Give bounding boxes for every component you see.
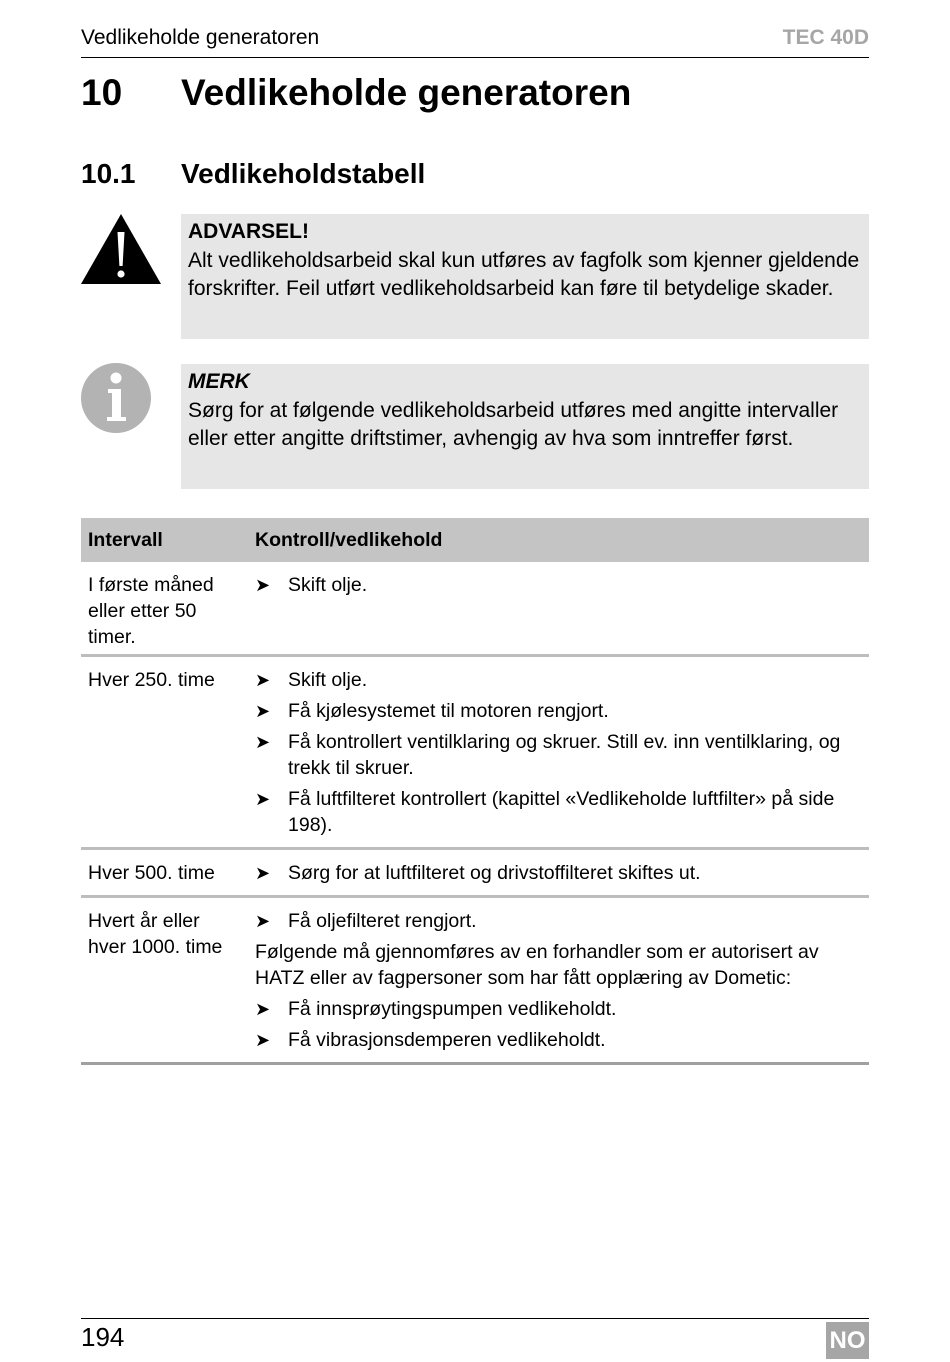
arrow-right-icon: ➤ (255, 701, 271, 721)
step-text: Få oljefilteret rengjort. (288, 910, 477, 932)
language-badge: NO (826, 1322, 869, 1359)
step-text: Få innsprøytingspumpen vedlikeholdt. (288, 998, 617, 1020)
arrow-right-icon: ➤ (255, 911, 271, 931)
model-name: TEC 40D (782, 26, 869, 49)
table-row (81, 849, 869, 897)
warning-triangle-icon (81, 214, 161, 284)
chapter-title-text: Vedlikeholde generatoren (181, 72, 632, 113)
note-box (181, 364, 869, 489)
step-text: Få vibrasjonsdemperen vedlikeholdt. (288, 1029, 606, 1051)
table-row (81, 562, 869, 656)
step-item (255, 572, 862, 598)
step-item (255, 860, 862, 886)
footer-divider (81, 1318, 869, 1319)
maintenance-table (81, 518, 869, 1065)
table-row (81, 656, 869, 849)
maintenance-cell (248, 562, 869, 656)
running-header-title: Vedlikeholde generatoren (81, 26, 320, 49)
maintenance-cell (248, 656, 869, 849)
info-icon (81, 363, 151, 433)
step-item (255, 729, 862, 781)
step-item (255, 908, 862, 934)
arrow-right-icon: ➤ (255, 999, 271, 1019)
interval-cell: Hver 500. time (81, 849, 248, 897)
page-number: 194 (81, 1322, 125, 1352)
arrow-right-icon: ➤ (255, 863, 271, 883)
step-item (255, 786, 862, 838)
note-heading: MERK (188, 370, 250, 393)
step-text: Skift olje. (288, 669, 368, 691)
arrow-right-icon: ➤ (255, 575, 271, 595)
step-item (255, 667, 862, 693)
table-row (81, 897, 869, 1064)
step-text: Få kjølesystemet til motoren rengjort. (288, 700, 609, 722)
column-header-interval: Intervall (81, 518, 248, 562)
warning-text: Alt vedlikeholdsarbeid skal kun utføres av fagfolk som kjenner gjeldende forskrifter. Feil utført vedlikeholdsarbeid kan føre til betydelige skader. (188, 248, 860, 300)
step-item (255, 1027, 862, 1053)
step-text: Skift olje. (288, 574, 368, 596)
arrow-right-icon: ➤ (255, 732, 271, 752)
maintenance-cell (248, 849, 869, 897)
section-title (81, 158, 425, 190)
arrow-right-icon: ➤ (255, 1030, 271, 1050)
step-item (255, 698, 862, 724)
note-text: Sørg for at følgende vedlikeholdsarbeid utføres med angitte intervaller eller etter angitte driftstimer, avhengig av hva som inntreffer først. (188, 398, 839, 450)
step-text: Få kontrollert ventilklaring og skruer. Still ev. inn ventilklaring, og trekk til skruer. (288, 731, 841, 779)
chapter-number: 10 (81, 72, 123, 113)
section-number: 10.1 (81, 158, 136, 189)
dealer-note: Følgende må gjennomføres av en forhandler som er autorisert av HATZ eller av fagpersoner som har fått opplæring av Dometic: (255, 941, 819, 989)
section-title-text: Vedlikeholdstabell (181, 158, 426, 189)
step-text: Sørg for at luftfilteret og drivstoffilteret skiftes ut. (288, 862, 701, 884)
arrow-right-icon: ➤ (255, 670, 271, 690)
arrow-right-icon: ➤ (255, 789, 271, 809)
table-header-row (81, 518, 869, 562)
warning-box (181, 214, 869, 339)
interval-cell: Hvert år eller hver 1000. time (81, 897, 248, 1064)
column-header-maintenance: Kontroll/vedlikehold (248, 518, 869, 562)
interval-cell: Hver 250. time (81, 656, 248, 849)
chapter-title (81, 72, 631, 114)
maintenance-cell (248, 897, 869, 1064)
warning-heading: ADVARSEL! (188, 220, 309, 243)
running-header (81, 25, 869, 58)
interval-cell: I første måned eller etter 50 timer. (81, 562, 248, 656)
step-item (255, 996, 862, 1022)
step-text: Få luftfilteret kontrollert (kapittel «Vedlikeholde luftfilter» på side 198). (288, 788, 835, 836)
